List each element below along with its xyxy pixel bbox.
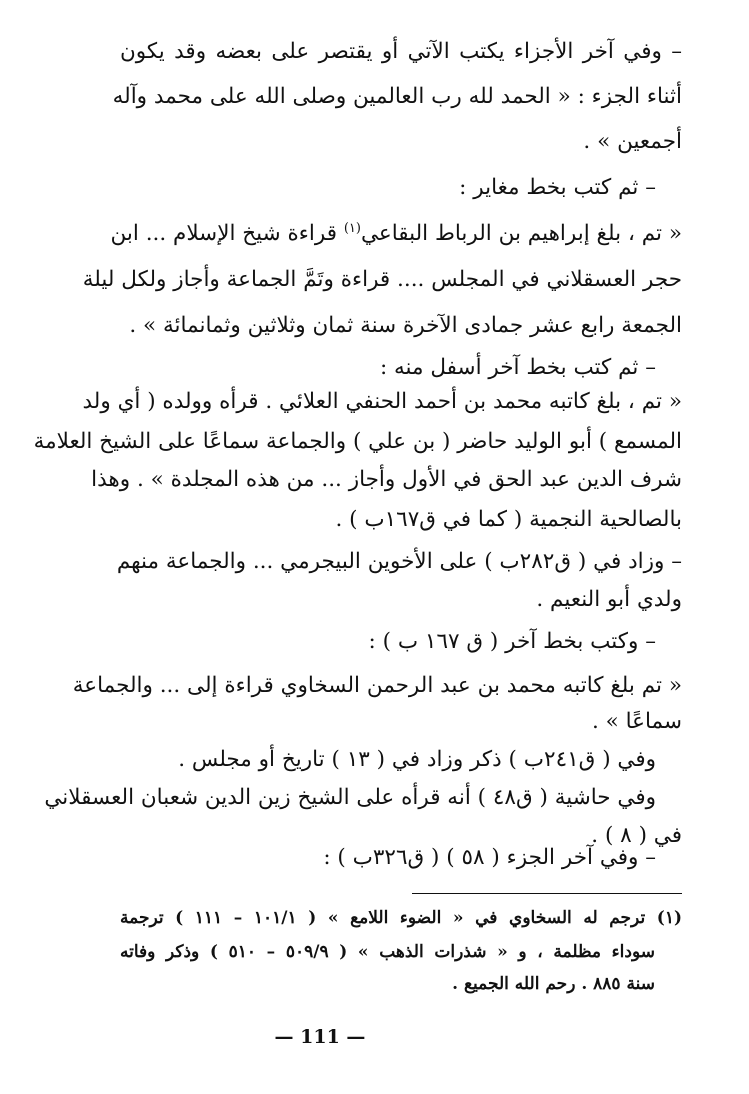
text-line-1: – وفي آخر الأجزاء يكتب الآتي أو يقتصر على بعضه وقد يكون: [120, 39, 682, 64]
text-line-5-end: قراءة شيخ الإسلام ... ابن: [110, 221, 344, 246]
text-line-20: في ( ٨ ) .: [591, 823, 682, 848]
footnote-reference: (١): [343, 220, 361, 236]
text-line-16: « تم بلغ كاتبه محمد بن عبد الرحمن السخاوي قراءة إلى ... والجماعة: [72, 673, 682, 698]
footnote-line-2: سوداء مظلمة ، و « شذرات الذهب » ( ٥٠٩/٩ – ٥١٠ ) وذكر وفاته: [120, 942, 655, 962]
text-line-18: وفي ( ق٢٤١ب ) ذكر وزاد في ( ١٣ ) تاريخ أو مجلس .: [178, 747, 656, 772]
text-line-12: بالصالحية النجمية ( كما في ق١٦٧ب ) .: [335, 507, 682, 532]
text-line-5: [110, 216, 682, 252]
page-number: — 111 —: [274, 1026, 366, 1048]
text-line-9: « تم ، بلغ كاتبه محمد بن أحمد الحنفي العلائي . قرأه وولده ( أي ولد: [82, 389, 682, 414]
footnote-line-3: سنة ٨٨٥ . رحم الله الجميع .: [452, 974, 655, 994]
text-line-11: شرف الدين عبد الحق في الأول وأجاز ... من هذه المجلدة » . وهذا: [91, 467, 682, 492]
text-line-2: أثناء الجزء : « الحمد لله رب العالمين وصلى الله على محمد وآله: [112, 84, 682, 109]
text-line-8: – ثم كتب بخط آخر أسفل منه :: [379, 355, 656, 380]
text-line-21: – وفي آخر الجزء ( ٥٨ ) ( ق٣٢٦ب ) :: [323, 845, 656, 870]
text-line-14: ولدي أبو النعيم .: [536, 587, 682, 612]
text-line-7: الجمعة رابع عشر جمادى الآخرة سنة ثمان وثلاثين وثمانمائة » .: [129, 313, 682, 338]
footnote-separator: [412, 893, 682, 894]
footnote-line-1: (١) ترجم له السخاوي في « الضوء اللامع » ( ١٠١/١ – ١١١ ) ترجمة: [120, 908, 682, 928]
text-line-17: سماعًا » .: [591, 709, 682, 734]
text-line-5-start: « تم ، بلغ إبراهيم بن الرباط البقاعي: [360, 221, 682, 246]
text-line-4: – ثم كتب بخط مغاير :: [459, 175, 656, 200]
text-line-10: المسمع ) أبو الوليد حاضر ( بن علي ) والجماعة سماعًا على الشيخ العلامة: [33, 429, 682, 454]
text-line-13: – وزاد في ( ق٢٨٢ب ) على الأخوين البيجرمي ... والجماعة منهم: [116, 549, 682, 574]
text-line-3: أجمعين » .: [583, 129, 682, 154]
text-line-19: وفي حاشية ( ق٤٨ ) أنه قرأه على الشيخ زين الدين شعبان العسقلاني: [44, 785, 656, 810]
text-line-6: حجر العسقلاني في المجلس .... قراءة وتَمَّ الجماعة وأجاز ولكل ليلة: [82, 267, 682, 292]
text-line-15: – وكتب بخط آخر ( ق ١٦٧ ب ) :: [368, 629, 656, 654]
